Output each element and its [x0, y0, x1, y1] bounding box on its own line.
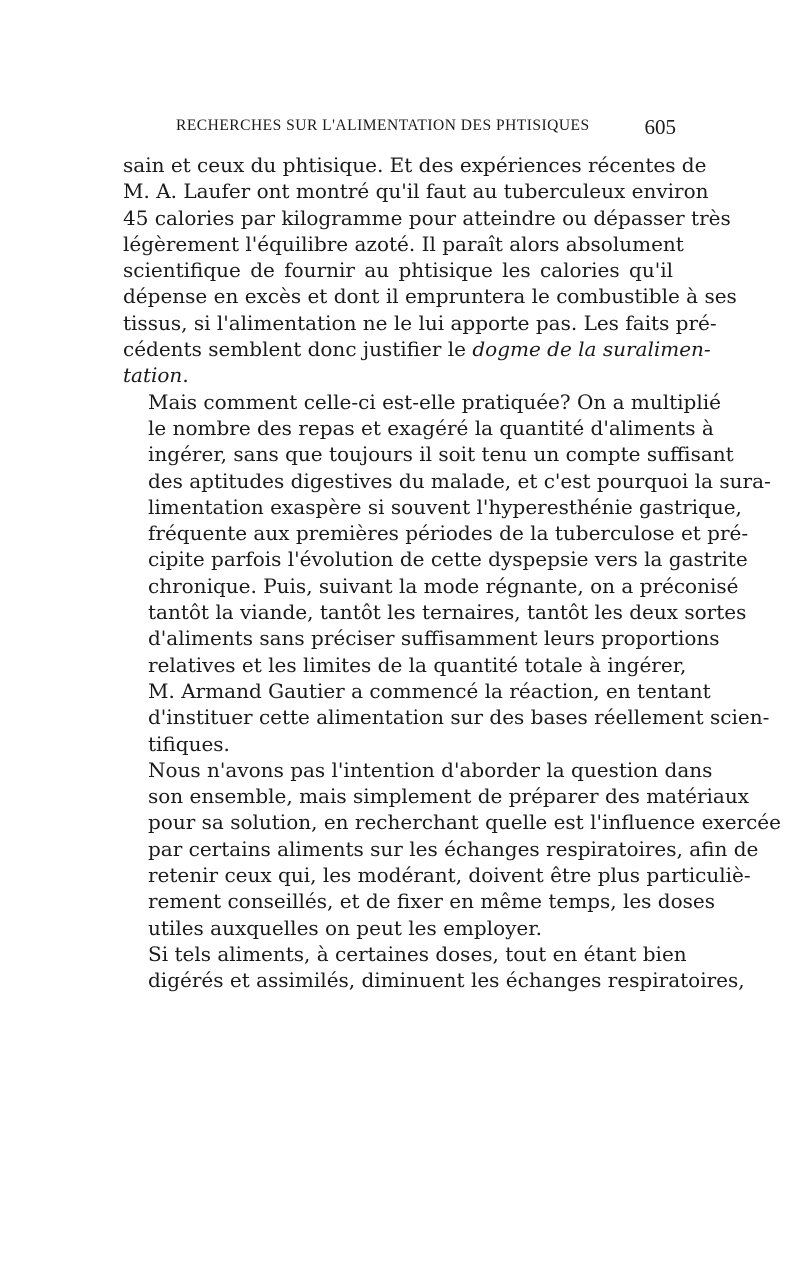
text-line — [123, 362, 673, 388]
text-line: dépense en excès et dont il empruntera le combustible à ses — [123, 284, 737, 309]
text-line: tissus, si l'alimentation ne le lui apporte pas. Les faits pré- — [123, 310, 717, 335]
text-line: son ensemble, mais simplement de préparer des matériaux — [148, 784, 750, 809]
text-line: rement conseillés, et de fixer en même temps, les doses — [148, 889, 716, 914]
paragraph-2 — [123, 389, 771, 757]
text-line: tifiques. — [148, 731, 230, 756]
text-line: d'aliments sans préciser suffisamment leurs proportions — [148, 626, 720, 651]
text-line: sain et ceux du phtisique. Et des expériences récentes de — [123, 153, 707, 177]
text-line: légèrement l'équilibre azoté. Il paraît alors absolument — [123, 231, 684, 256]
italic-phrase: dogme de la suralimen- — [472, 337, 711, 362]
text-line: scientifique de fournir au phtisique les calories qu'il — [123, 258, 673, 283]
text-line: cipite parfois l'évolution de cette dyspepsie vers la gastrite — [148, 547, 748, 572]
body-text — [123, 152, 781, 994]
running-title: RECHERCHES SUR L'ALIMENTATION DES PHTISIQUES — [176, 117, 590, 134]
text-line: limentation exaspère si souvent l'hyperesthénie gastrique, — [148, 494, 742, 519]
paragraph-1 — [123, 152, 737, 389]
text-line: M. Armand Gautier a commencé la réaction, en tentant — [148, 678, 711, 703]
paragraph-3 — [123, 757, 781, 941]
text-line: tantôt la viande, tantôt les ternaires, tantôt les deux sortes — [148, 600, 747, 625]
text-line: Si tels aliments, à certaines doses, tout en étant bien — [148, 941, 687, 966]
running-head — [176, 117, 676, 141]
page-number: 605 — [644, 115, 676, 139]
text-line: 45 calories par kilogramme pour atteindre ou dépasser très — [123, 205, 731, 230]
text-line: ingérer, sans que toujours il soit tenu un compte suffisant — [148, 442, 734, 467]
text-line: pour sa solution, en recherchant quelle est l'influence exercée — [148, 810, 781, 835]
text-fragment: cédents semblent donc justifier le — [123, 337, 466, 362]
text-line: relatives et les limites de la quantité totale à ingérer, — [148, 652, 687, 677]
text-line: Mais comment celle-ci est-elle pratiquée? On a multiplié — [148, 389, 721, 414]
text-line: Nous n'avons pas l'intention d'aborder la question dans — [148, 757, 713, 782]
punctuation: . — [182, 363, 189, 388]
text-line: chronique. Puis, suivant la mode régnante, on a préconisé — [148, 573, 739, 598]
text-line — [123, 336, 711, 362]
text-line: utiles auxquelles on peut les employer. — [148, 915, 542, 940]
text-line: par certains aliments sur les échanges respiratoires, afin de — [148, 836, 759, 861]
text-line: des aptitudes digestives du malade, et c'est pourquoi la sura- — [148, 468, 771, 493]
paragraph-4 — [123, 941, 745, 994]
text-line: retenir ceux qui, les modérant, doivent être plus particuliè- — [148, 863, 751, 888]
text-line: M. A. Laufer ont montré qu'il faut au tuberculeux environ — [123, 179, 709, 204]
text-line: digérés et assimilés, diminuent les échanges respiratoires, — [148, 968, 745, 993]
italic-phrase-end: tation — [123, 363, 183, 388]
text-line: fréquente aux premières périodes de la tuberculose et pré- — [148, 521, 749, 546]
text-line: le nombre des repas et exagéré la quantité d'aliments à — [148, 415, 714, 440]
text-line: d'instituer cette alimentation sur des bases réellement scien- — [148, 705, 770, 730]
